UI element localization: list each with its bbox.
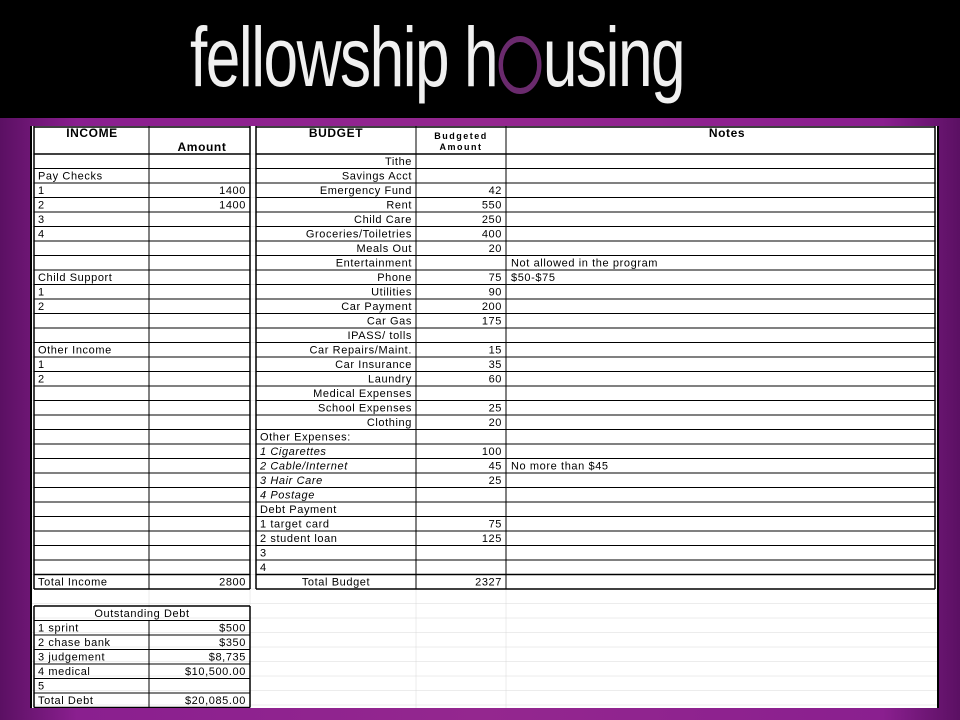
- budget-row-value: 100: [481, 446, 502, 458]
- budgeted-header-1: Budgeted: [434, 131, 488, 141]
- budget-row-label: 3: [260, 547, 267, 560]
- budget-row-label: Savings Acct: [341, 170, 412, 183]
- budget-row-value: 42: [488, 185, 502, 197]
- logo-text-start: fellowship h: [190, 9, 498, 104]
- budget-row-label: School Expenses: [318, 402, 412, 415]
- budget-row-value: 20: [488, 243, 502, 255]
- budget-row-label: Entertainment: [335, 257, 412, 270]
- budget-row-label: Tithe: [384, 156, 412, 168]
- budget-row-label: 4 Postage: [260, 489, 315, 502]
- income-row-value: 1400: [219, 199, 246, 212]
- header-bar: [0, 0, 960, 118]
- budget-row-value: 550: [481, 199, 502, 212]
- income-row-label: Child Support: [38, 272, 113, 284]
- budget-row-note: $50-$75: [511, 272, 556, 284]
- budget-row-note: Not allowed in the program: [511, 257, 659, 270]
- budget-row-value: 45: [488, 460, 502, 473]
- budget-row-label: Clothing: [366, 417, 412, 429]
- budget-row-label: Emergency Fund: [319, 185, 412, 197]
- income-row-label: 4: [38, 228, 45, 241]
- notes-header: Notes: [708, 126, 746, 140]
- budget-row-value: 2327: [475, 576, 502, 589]
- logo-text-end: using: [542, 9, 685, 104]
- debt-header: Outstanding Debt: [94, 608, 190, 620]
- spreadsheet-grid: [32, 126, 937, 708]
- budget-row-note: No more than $45: [511, 460, 609, 473]
- budget-row-value: 15: [488, 344, 502, 357]
- debt-row-value: $500: [219, 622, 246, 635]
- budget-row-value: 200: [481, 301, 502, 313]
- income-row-value: 1400: [219, 185, 246, 197]
- debt-row-value: $8,735: [208, 651, 246, 664]
- house-ring-icon: [499, 36, 542, 94]
- budget-row-label: 1 target card: [260, 518, 330, 531]
- budget-row-label: Debt Payment: [260, 504, 337, 516]
- income-row-label: 3: [38, 214, 45, 226]
- income-header: INCOME: [66, 126, 118, 140]
- budget-row-value: 90: [488, 286, 502, 299]
- budget-row-label: IPASS/ tolls: [347, 330, 412, 342]
- budget-spreadsheet: [30, 126, 939, 708]
- budget-row-label: 2 Cable/Internet: [260, 460, 348, 473]
- budget-header: BUDGET: [308, 126, 364, 140]
- budget-row-value: 25: [488, 402, 502, 415]
- budget-row-value: 75: [488, 272, 502, 284]
- budget-row-label: Other Expenses:: [260, 431, 351, 444]
- debt-row-label: 3 judgement: [38, 651, 106, 664]
- debt-row-label: Total Debt: [38, 695, 94, 707]
- budget-row-label: Laundry: [368, 373, 412, 386]
- budget-row-label: 1 Cigarettes: [260, 446, 327, 458]
- income-row-label: Pay Checks: [38, 170, 103, 183]
- budget-row-value: 125: [481, 533, 502, 545]
- budget-row-label: Total Budget: [301, 576, 371, 589]
- budget-row-label: Groceries/Toiletries: [305, 228, 412, 241]
- income-row-label: Other Income: [38, 344, 112, 357]
- fellowship-housing-logo: [190, 2, 684, 112]
- income-row-label: 1: [38, 185, 45, 197]
- budget-row-label: Rent: [386, 199, 412, 212]
- budget-row-label: 3 Hair Care: [260, 475, 323, 487]
- budget-row-value: 25: [488, 475, 502, 487]
- debt-row-label: 5: [38, 680, 45, 693]
- budget-row-label: Meals Out: [356, 243, 412, 255]
- income-row-label: 1: [38, 286, 45, 299]
- income-row-label: Total Income: [38, 576, 108, 589]
- income-row-value: 2800: [219, 576, 246, 589]
- budget-row-label: Medical Expenses: [313, 388, 412, 400]
- budget-row-label: Car Insurance: [335, 359, 412, 371]
- budget-row-value: 250: [481, 214, 502, 226]
- budget-row-label: 2 student loan: [260, 533, 338, 545]
- budget-row-value: 35: [488, 359, 502, 371]
- budget-row-label: Car Payment: [341, 301, 412, 313]
- budget-row-value: 20: [488, 417, 502, 429]
- budget-row-value: 175: [481, 315, 502, 328]
- debt-row-label: 4 medical: [38, 666, 91, 678]
- debt-row-value: $10,500.00: [184, 666, 246, 678]
- budget-row-label: Phone: [377, 272, 412, 284]
- debt-row-value: $20,085.00: [184, 695, 246, 707]
- debt-row-label: 2 chase bank: [38, 637, 111, 649]
- budget-row-label: Car Repairs/Maint.: [309, 344, 412, 357]
- income-amount-header: Amount: [177, 140, 227, 154]
- budget-row-value: 60: [488, 373, 502, 386]
- budget-row-label: 4: [260, 562, 267, 574]
- budget-row-value: 400: [481, 228, 502, 241]
- budget-row-label: Child Care: [354, 214, 412, 226]
- debt-row-label: 1 sprint: [38, 622, 79, 635]
- budget-row-label: Car Gas: [366, 315, 412, 328]
- income-row-label: 1: [38, 359, 45, 371]
- budget-row-value: 75: [488, 518, 502, 531]
- income-row-label: 2: [38, 301, 45, 313]
- income-row-label: 2: [38, 373, 45, 386]
- debt-row-value: $350: [219, 637, 246, 649]
- budgeted-header-2: Amount: [439, 142, 483, 152]
- income-row-label: 2: [38, 199, 45, 212]
- budget-row-label: Utilities: [371, 286, 412, 299]
